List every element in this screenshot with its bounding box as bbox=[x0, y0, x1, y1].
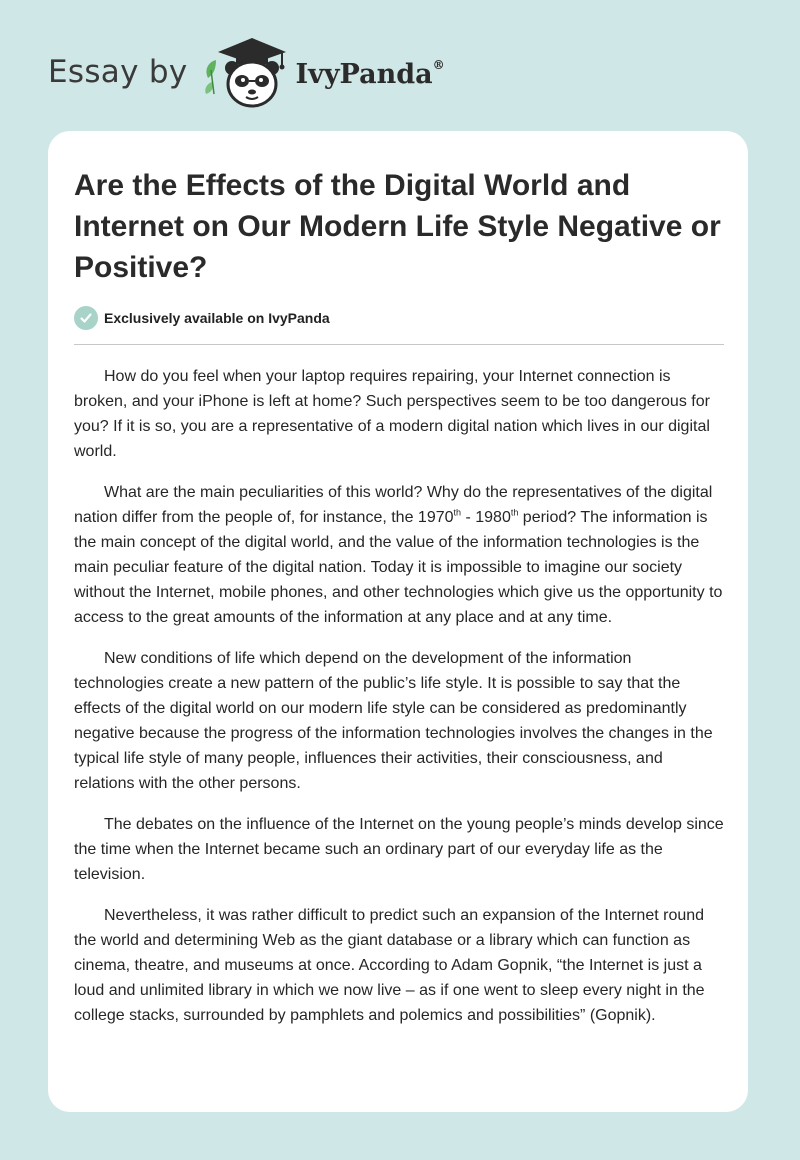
essay-body bbox=[74, 364, 724, 1044]
ordinal-suffix: th bbox=[510, 507, 519, 518]
exclusive-badge-label: Exclusively available on IvyPanda bbox=[104, 310, 330, 326]
paragraph bbox=[74, 480, 724, 630]
paragraph: The debates on the influence of the Internet on the young people’s minds develop since the time when the Internet became such an ordinary part of our everyday life as the television. bbox=[74, 816, 724, 883]
site-header bbox=[48, 34, 445, 114]
check-circle-icon bbox=[74, 306, 98, 330]
essay-title: Are the Effects of the Digital World and Internet on Our Modern Life Style Negative or Positive? bbox=[74, 169, 721, 284]
paragraph: Nevertheless, it was rather difficult to predict such an expansion of the Internet round the world and determining Web as the giant database or a library which can function as cinema, theatre, and museums at once. According to Adam Gopnik, “the Internet is just a loud and unlimited library in which we now live – as if one went to sleep every night in the college stacks, surrounded by pamphlets and polemics and possibilities” (Gopnik). bbox=[74, 907, 705, 1024]
essay-by-label: Essay by bbox=[48, 54, 188, 90]
brand-text: IvyPanda bbox=[295, 58, 433, 90]
paragraph-text: period? The information is the main concept of the digital world, and the value of the information technologies is the main peculiar feature of the digital nation. Today it is impossible to imagine our society without the Internet, mobile phones, and other technologies which give us the opportunity to access to the great amounts of the information at any place and at any time. bbox=[74, 509, 723, 626]
paragraph: New conditions of life which depend on the development of the information technologies create a new pattern of the public’s life style. It is possible to say that the effects of the digital world on our modern life style can be considered as predominantly negative because the progress of the information technologies involves the changes in the typical life style of many people, influences their activities, their consciousness, and relations with the other persons. bbox=[74, 650, 713, 792]
paragraph-text: What are the main peculiarities of this world? Why do the representatives of the digital nation differ from the people of, for instance, the 1970 bbox=[74, 484, 713, 526]
registered-mark: ® bbox=[432, 57, 445, 72]
divider bbox=[74, 344, 724, 345]
panda-graduate-logo-icon[interactable] bbox=[202, 34, 290, 115]
ordinal-suffix: th bbox=[453, 507, 462, 518]
paragraph-text: - 1980 bbox=[461, 509, 511, 526]
brand-name[interactable] bbox=[296, 59, 445, 90]
paragraph: How do you feel when your laptop requires repairing, your Internet connection is broken, and your iPhone is left at home? Such perspectives seem to be too dangerous for you? If it is so, you are a representative of a modern digital nation which lives in our digital world. bbox=[74, 368, 710, 460]
essay-card bbox=[48, 131, 748, 1112]
exclusive-badge bbox=[74, 306, 330, 330]
